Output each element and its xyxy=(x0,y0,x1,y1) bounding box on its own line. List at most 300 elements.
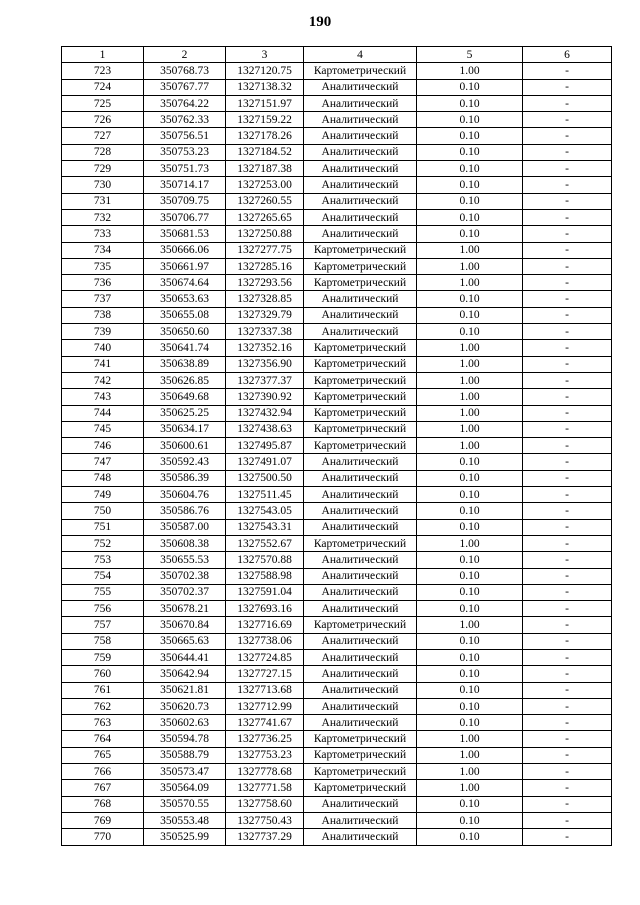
method-cell: Картометрический xyxy=(304,63,417,79)
note-cell: - xyxy=(523,812,612,828)
accuracy-cell: 1.00 xyxy=(417,258,523,274)
accuracy-cell: 1.00 xyxy=(417,372,523,388)
note-cell: - xyxy=(523,405,612,421)
accuracy-cell: 0.10 xyxy=(417,666,523,682)
x-coordinate-cell: 350634.17 xyxy=(144,421,226,437)
table-row xyxy=(62,405,612,421)
note-cell: - xyxy=(523,617,612,633)
point-number-cell: 754 xyxy=(62,568,144,584)
table-header-row xyxy=(62,47,612,63)
point-number-cell: 765 xyxy=(62,747,144,763)
x-coordinate-cell: 350653.63 xyxy=(144,291,226,307)
method-cell: Картометрический xyxy=(304,405,417,421)
x-coordinate-cell: 350553.48 xyxy=(144,812,226,828)
table-row xyxy=(62,63,612,79)
y-coordinate-cell: 1327293.56 xyxy=(226,275,304,291)
method-cell: Аналитический xyxy=(304,519,417,535)
note-cell: - xyxy=(523,682,612,698)
accuracy-cell: 0.10 xyxy=(417,112,523,128)
point-number-cell: 730 xyxy=(62,177,144,193)
point-number-cell: 769 xyxy=(62,812,144,828)
x-coordinate-cell: 350661.97 xyxy=(144,258,226,274)
x-coordinate-cell: 350644.41 xyxy=(144,649,226,665)
note-cell: - xyxy=(523,438,612,454)
table-row xyxy=(62,796,612,812)
x-coordinate-cell: 350681.53 xyxy=(144,226,226,242)
x-coordinate-cell: 350762.33 xyxy=(144,112,226,128)
y-coordinate-cell: 1327187.38 xyxy=(226,161,304,177)
x-coordinate-cell: 350674.64 xyxy=(144,275,226,291)
note-cell: - xyxy=(523,275,612,291)
table-row xyxy=(62,340,612,356)
note-cell: - xyxy=(523,584,612,600)
note-cell: - xyxy=(523,356,612,372)
note-cell: - xyxy=(523,63,612,79)
y-coordinate-cell: 1327184.52 xyxy=(226,144,304,160)
x-coordinate-cell: 350753.23 xyxy=(144,144,226,160)
y-coordinate-cell: 1327337.38 xyxy=(226,324,304,340)
method-cell: Аналитический xyxy=(304,291,417,307)
table-row xyxy=(62,389,612,405)
method-cell: Картометрический xyxy=(304,258,417,274)
y-coordinate-cell: 1327771.58 xyxy=(226,780,304,796)
note-cell: - xyxy=(523,79,612,95)
note-cell: - xyxy=(523,161,612,177)
header-cell-2: 2 xyxy=(144,47,226,63)
y-coordinate-cell: 1327741.67 xyxy=(226,715,304,731)
point-number-cell: 740 xyxy=(62,340,144,356)
y-coordinate-cell: 1327716.69 xyxy=(226,617,304,633)
y-coordinate-cell: 1327736.25 xyxy=(226,731,304,747)
x-coordinate-cell: 350670.84 xyxy=(144,617,226,633)
table-row xyxy=(62,552,612,568)
point-number-cell: 734 xyxy=(62,242,144,258)
point-number-cell: 736 xyxy=(62,275,144,291)
table-row xyxy=(62,95,612,111)
y-coordinate-cell: 1327750.43 xyxy=(226,812,304,828)
method-cell: Аналитический xyxy=(304,112,417,128)
table-row xyxy=(62,79,612,95)
table-row xyxy=(62,421,612,437)
note-cell: - xyxy=(523,780,612,796)
table-row xyxy=(62,112,612,128)
accuracy-cell: 1.00 xyxy=(417,405,523,421)
accuracy-cell: 1.00 xyxy=(417,617,523,633)
x-coordinate-cell: 350751.73 xyxy=(144,161,226,177)
point-number-cell: 729 xyxy=(62,161,144,177)
y-coordinate-cell: 1327737.29 xyxy=(226,829,304,845)
y-coordinate-cell: 1327265.65 xyxy=(226,209,304,225)
table-row xyxy=(62,258,612,274)
y-coordinate-cell: 1327390.92 xyxy=(226,389,304,405)
x-coordinate-cell: 350649.68 xyxy=(144,389,226,405)
method-cell: Аналитический xyxy=(304,715,417,731)
table-row xyxy=(62,356,612,372)
note-cell: - xyxy=(523,307,612,323)
x-coordinate-cell: 350564.09 xyxy=(144,780,226,796)
x-coordinate-cell: 350626.85 xyxy=(144,372,226,388)
point-number-cell: 749 xyxy=(62,487,144,503)
y-coordinate-cell: 1327495.87 xyxy=(226,438,304,454)
method-cell: Картометрический xyxy=(304,275,417,291)
x-coordinate-cell: 350655.53 xyxy=(144,552,226,568)
table-body xyxy=(62,63,612,845)
y-coordinate-cell: 1327588.98 xyxy=(226,568,304,584)
method-cell: Картометрический xyxy=(304,731,417,747)
point-number-cell: 761 xyxy=(62,682,144,698)
x-coordinate-cell: 350767.77 xyxy=(144,79,226,95)
y-coordinate-cell: 1327253.00 xyxy=(226,177,304,193)
note-cell: - xyxy=(523,128,612,144)
point-number-cell: 755 xyxy=(62,584,144,600)
note-cell: - xyxy=(523,666,612,682)
x-coordinate-cell: 350764.22 xyxy=(144,95,226,111)
note-cell: - xyxy=(523,454,612,470)
y-coordinate-cell: 1327758.60 xyxy=(226,796,304,812)
accuracy-cell: 0.10 xyxy=(417,552,523,568)
note-cell: - xyxy=(523,747,612,763)
note-cell: - xyxy=(523,340,612,356)
method-cell: Аналитический xyxy=(304,128,417,144)
y-coordinate-cell: 1327120.75 xyxy=(226,63,304,79)
note-cell: - xyxy=(523,764,612,780)
x-coordinate-cell: 350642.94 xyxy=(144,666,226,682)
point-number-cell: 767 xyxy=(62,780,144,796)
x-coordinate-cell: 350573.47 xyxy=(144,764,226,780)
point-number-cell: 726 xyxy=(62,112,144,128)
y-coordinate-cell: 1327552.67 xyxy=(226,535,304,551)
table-row xyxy=(62,764,612,780)
note-cell: - xyxy=(523,487,612,503)
method-cell: Картометрический xyxy=(304,372,417,388)
x-coordinate-cell: 350768.73 xyxy=(144,63,226,79)
x-coordinate-cell: 350702.38 xyxy=(144,568,226,584)
accuracy-cell: 0.10 xyxy=(417,209,523,225)
note-cell: - xyxy=(523,715,612,731)
y-coordinate-cell: 1327724.85 xyxy=(226,649,304,665)
method-cell: Аналитический xyxy=(304,144,417,160)
y-coordinate-cell: 1327511.45 xyxy=(226,487,304,503)
method-cell: Аналитический xyxy=(304,470,417,486)
method-cell: Картометрический xyxy=(304,421,417,437)
accuracy-cell: 0.10 xyxy=(417,715,523,731)
table-row xyxy=(62,503,612,519)
table-row xyxy=(62,209,612,225)
table-row xyxy=(62,307,612,323)
table-row xyxy=(62,698,612,714)
method-cell: Аналитический xyxy=(304,812,417,828)
accuracy-cell: 0.10 xyxy=(417,161,523,177)
x-coordinate-cell: 350625.25 xyxy=(144,405,226,421)
note-cell: - xyxy=(523,177,612,193)
table-row xyxy=(62,780,612,796)
accuracy-cell: 0.10 xyxy=(417,128,523,144)
point-number-cell: 766 xyxy=(62,764,144,780)
method-cell: Аналитический xyxy=(304,649,417,665)
note-cell: - xyxy=(523,829,612,845)
header-cell-5: 5 xyxy=(417,47,523,63)
note-cell: - xyxy=(523,470,612,486)
note-cell: - xyxy=(523,389,612,405)
note-cell: - xyxy=(523,258,612,274)
table-row xyxy=(62,747,612,763)
note-cell: - xyxy=(523,193,612,209)
x-coordinate-cell: 350587.00 xyxy=(144,519,226,535)
point-number-cell: 748 xyxy=(62,470,144,486)
x-coordinate-cell: 350655.08 xyxy=(144,307,226,323)
x-coordinate-cell: 350604.76 xyxy=(144,487,226,503)
note-cell: - xyxy=(523,601,612,617)
point-number-cell: 743 xyxy=(62,389,144,405)
point-number-cell: 737 xyxy=(62,291,144,307)
table-row xyxy=(62,535,612,551)
note-cell: - xyxy=(523,568,612,584)
method-cell: Картометрический xyxy=(304,617,417,633)
point-number-cell: 738 xyxy=(62,307,144,323)
note-cell: - xyxy=(523,731,612,747)
y-coordinate-cell: 1327328.85 xyxy=(226,291,304,307)
x-coordinate-cell: 350600.61 xyxy=(144,438,226,454)
y-coordinate-cell: 1327713.68 xyxy=(226,682,304,698)
y-coordinate-cell: 1327591.04 xyxy=(226,584,304,600)
method-cell: Аналитический xyxy=(304,552,417,568)
table-row xyxy=(62,438,612,454)
coordinates-table xyxy=(61,46,612,846)
y-coordinate-cell: 1327543.05 xyxy=(226,503,304,519)
method-cell: Аналитический xyxy=(304,161,417,177)
method-cell: Аналитический xyxy=(304,698,417,714)
accuracy-cell: 0.10 xyxy=(417,601,523,617)
point-number-cell: 733 xyxy=(62,226,144,242)
point-number-cell: 742 xyxy=(62,372,144,388)
table-row xyxy=(62,226,612,242)
table-row xyxy=(62,291,612,307)
x-coordinate-cell: 350608.38 xyxy=(144,535,226,551)
y-coordinate-cell: 1327438.63 xyxy=(226,421,304,437)
note-cell: - xyxy=(523,649,612,665)
method-cell: Аналитический xyxy=(304,633,417,649)
header-cell-3: 3 xyxy=(226,47,304,63)
method-cell: Картометрический xyxy=(304,764,417,780)
y-coordinate-cell: 1327432.94 xyxy=(226,405,304,421)
point-number-cell: 745 xyxy=(62,421,144,437)
table-row xyxy=(62,454,612,470)
accuracy-cell: 1.00 xyxy=(417,421,523,437)
note-cell: - xyxy=(523,209,612,225)
accuracy-cell: 0.10 xyxy=(417,470,523,486)
x-coordinate-cell: 350666.06 xyxy=(144,242,226,258)
method-cell: Аналитический xyxy=(304,796,417,812)
page-number: 190 xyxy=(308,14,332,30)
y-coordinate-cell: 1327712.99 xyxy=(226,698,304,714)
point-number-cell: 751 xyxy=(62,519,144,535)
point-number-cell: 724 xyxy=(62,79,144,95)
note-cell: - xyxy=(523,552,612,568)
note-cell: - xyxy=(523,535,612,551)
method-cell: Картометрический xyxy=(304,780,417,796)
accuracy-cell: 1.00 xyxy=(417,242,523,258)
point-number-cell: 770 xyxy=(62,829,144,845)
note-cell: - xyxy=(523,503,612,519)
y-coordinate-cell: 1327778.68 xyxy=(226,764,304,780)
table-row xyxy=(62,193,612,209)
x-coordinate-cell: 350665.63 xyxy=(144,633,226,649)
x-coordinate-cell: 350641.74 xyxy=(144,340,226,356)
method-cell: Аналитический xyxy=(304,568,417,584)
x-coordinate-cell: 350756.51 xyxy=(144,128,226,144)
point-number-cell: 760 xyxy=(62,666,144,682)
y-coordinate-cell: 1327277.75 xyxy=(226,242,304,258)
accuracy-cell: 0.10 xyxy=(417,324,523,340)
point-number-cell: 759 xyxy=(62,649,144,665)
method-cell: Аналитический xyxy=(304,487,417,503)
method-cell: Картометрический xyxy=(304,438,417,454)
table-row xyxy=(62,633,612,649)
accuracy-cell: 0.10 xyxy=(417,487,523,503)
accuracy-cell: 1.00 xyxy=(417,389,523,405)
y-coordinate-cell: 1327178.26 xyxy=(226,128,304,144)
x-coordinate-cell: 350620.73 xyxy=(144,698,226,714)
table-row xyxy=(62,731,612,747)
table-row xyxy=(62,601,612,617)
accuracy-cell: 0.10 xyxy=(417,226,523,242)
table-row xyxy=(62,324,612,340)
note-cell: - xyxy=(523,519,612,535)
accuracy-cell: 0.10 xyxy=(417,193,523,209)
method-cell: Аналитический xyxy=(304,307,417,323)
accuracy-cell: 0.10 xyxy=(417,796,523,812)
table-row xyxy=(62,128,612,144)
method-cell: Аналитический xyxy=(304,209,417,225)
method-cell: Аналитический xyxy=(304,503,417,519)
point-number-cell: 732 xyxy=(62,209,144,225)
note-cell: - xyxy=(523,112,612,128)
point-number-cell: 731 xyxy=(62,193,144,209)
point-number-cell: 768 xyxy=(62,796,144,812)
note-cell: - xyxy=(523,796,612,812)
point-number-cell: 746 xyxy=(62,438,144,454)
point-number-cell: 739 xyxy=(62,324,144,340)
method-cell: Аналитический xyxy=(304,226,417,242)
accuracy-cell: 0.10 xyxy=(417,177,523,193)
accuracy-cell: 0.10 xyxy=(417,95,523,111)
method-cell: Аналитический xyxy=(304,95,417,111)
accuracy-cell: 0.10 xyxy=(417,682,523,698)
point-number-cell: 735 xyxy=(62,258,144,274)
note-cell: - xyxy=(523,421,612,437)
y-coordinate-cell: 1327151.97 xyxy=(226,95,304,111)
point-number-cell: 763 xyxy=(62,715,144,731)
method-cell: Картометрический xyxy=(304,535,417,551)
x-coordinate-cell: 350594.78 xyxy=(144,731,226,747)
accuracy-cell: 0.10 xyxy=(417,649,523,665)
y-coordinate-cell: 1327285.16 xyxy=(226,258,304,274)
accuracy-cell: 1.00 xyxy=(417,340,523,356)
point-number-cell: 758 xyxy=(62,633,144,649)
accuracy-cell: 0.10 xyxy=(417,144,523,160)
note-cell: - xyxy=(523,226,612,242)
accuracy-cell: 0.10 xyxy=(417,633,523,649)
y-coordinate-cell: 1327329.79 xyxy=(226,307,304,323)
accuracy-cell: 1.00 xyxy=(417,780,523,796)
method-cell: Аналитический xyxy=(304,666,417,682)
method-cell: Картометрический xyxy=(304,340,417,356)
point-number-cell: 750 xyxy=(62,503,144,519)
accuracy-cell: 0.10 xyxy=(417,454,523,470)
point-number-cell: 744 xyxy=(62,405,144,421)
x-coordinate-cell: 350709.75 xyxy=(144,193,226,209)
y-coordinate-cell: 1327727.15 xyxy=(226,666,304,682)
y-coordinate-cell: 1327693.16 xyxy=(226,601,304,617)
y-coordinate-cell: 1327356.90 xyxy=(226,356,304,372)
accuracy-cell: 0.10 xyxy=(417,291,523,307)
accuracy-cell: 0.10 xyxy=(417,503,523,519)
method-cell: Аналитический xyxy=(304,79,417,95)
x-coordinate-cell: 350638.89 xyxy=(144,356,226,372)
y-coordinate-cell: 1327753.23 xyxy=(226,747,304,763)
x-coordinate-cell: 350586.76 xyxy=(144,503,226,519)
method-cell: Картометрический xyxy=(304,242,417,258)
y-coordinate-cell: 1327377.37 xyxy=(226,372,304,388)
y-coordinate-cell: 1327491.07 xyxy=(226,454,304,470)
x-coordinate-cell: 350602.63 xyxy=(144,715,226,731)
table-row xyxy=(62,177,612,193)
table-row xyxy=(62,617,612,633)
y-coordinate-cell: 1327738.06 xyxy=(226,633,304,649)
point-number-cell: 764 xyxy=(62,731,144,747)
point-number-cell: 753 xyxy=(62,552,144,568)
note-cell: - xyxy=(523,372,612,388)
accuracy-cell: 0.10 xyxy=(417,584,523,600)
table-row xyxy=(62,161,612,177)
table-row xyxy=(62,568,612,584)
note-cell: - xyxy=(523,633,612,649)
header-cell-4: 4 xyxy=(304,47,417,63)
y-coordinate-cell: 1327159.22 xyxy=(226,112,304,128)
table-row xyxy=(62,715,612,731)
x-coordinate-cell: 350525.99 xyxy=(144,829,226,845)
table-row xyxy=(62,829,612,845)
accuracy-cell: 0.10 xyxy=(417,698,523,714)
accuracy-cell: 1.00 xyxy=(417,731,523,747)
table-row xyxy=(62,519,612,535)
method-cell: Аналитический xyxy=(304,324,417,340)
point-number-cell: 762 xyxy=(62,698,144,714)
accuracy-cell: 1.00 xyxy=(417,275,523,291)
table-row xyxy=(62,144,612,160)
accuracy-cell: 0.10 xyxy=(417,519,523,535)
table-row xyxy=(62,470,612,486)
point-number-cell: 752 xyxy=(62,535,144,551)
accuracy-cell: 1.00 xyxy=(417,764,523,780)
accuracy-cell: 1.00 xyxy=(417,535,523,551)
table-row xyxy=(62,666,612,682)
point-number-cell: 723 xyxy=(62,63,144,79)
note-cell: - xyxy=(523,291,612,307)
note-cell: - xyxy=(523,95,612,111)
note-cell: - xyxy=(523,242,612,258)
table-row xyxy=(62,242,612,258)
x-coordinate-cell: 350586.39 xyxy=(144,470,226,486)
accuracy-cell: 0.10 xyxy=(417,79,523,95)
method-cell: Аналитический xyxy=(304,601,417,617)
accuracy-cell: 0.10 xyxy=(417,568,523,584)
x-coordinate-cell: 350592.43 xyxy=(144,454,226,470)
accuracy-cell: 0.10 xyxy=(417,307,523,323)
method-cell: Аналитический xyxy=(304,193,417,209)
accuracy-cell: 1.00 xyxy=(417,747,523,763)
method-cell: Аналитический xyxy=(304,177,417,193)
